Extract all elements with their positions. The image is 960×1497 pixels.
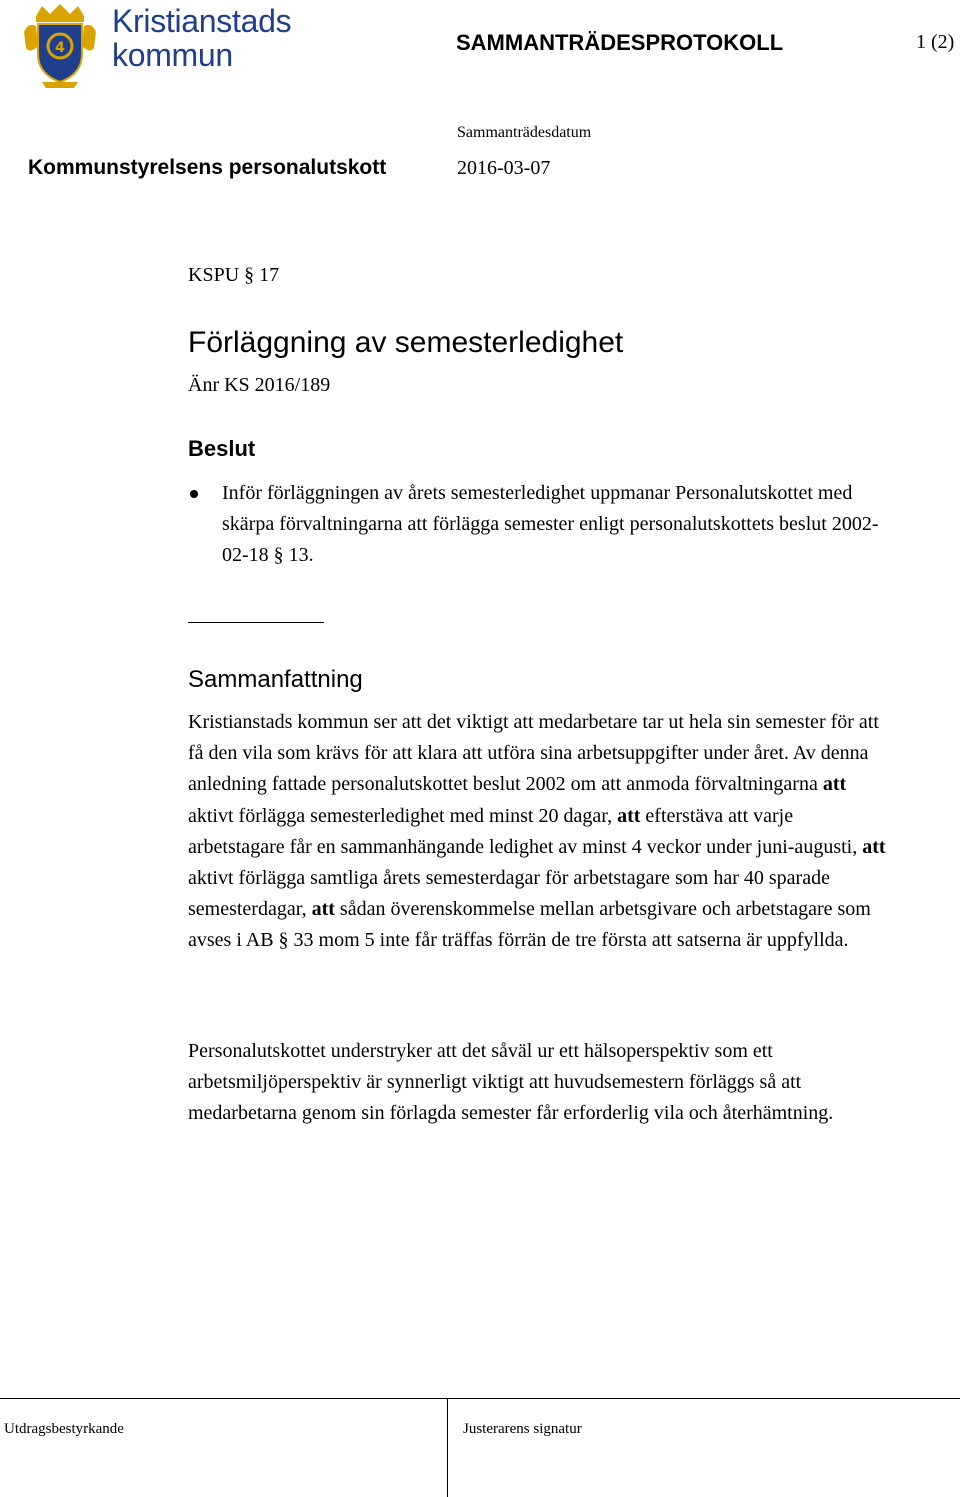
footer-column-separator (447, 1398, 448, 1497)
footer-signature-label: Justerarens signatur (463, 1421, 582, 1437)
footer-divider (0, 1398, 960, 1399)
summary-text: efterstäva att varje arbetstagare får en sammanhängande ledighet av minst 4 veckor under juni-augusti, (188, 804, 863, 858)
page-number: 1 (2) (916, 31, 955, 53)
paragraph-reference: KSPU § 17 (188, 264, 280, 286)
committee-name: Kommunstyrelsens personalutskott (28, 156, 387, 179)
summary-text: aktivt förlägga samtliga årets semesterdagar för arbetstagare som har 40 sparade semesterdagar, (188, 867, 830, 921)
summary-paragraph-1 (188, 707, 888, 957)
organization-name-line2: kommun (112, 37, 233, 73)
decision-bullet-text: Inför förläggningen av årets semesterledighet uppmanar Personalutskottet med skärpa förvaltningarna att förlägga semester enligt personalutskottets beslut 2002-02-18 § 13. (222, 482, 879, 566)
section-divider (188, 622, 324, 623)
bullet-icon (190, 490, 198, 498)
document-type: SAMMANTRÄDESPROTOKOLL (456, 30, 784, 55)
svg-text:4: 4 (55, 40, 65, 56)
summary-text: aktivt förlägga semesterledighet med minst 20 dagar, (188, 804, 618, 827)
crowned-coat-of-arms-icon (22, 2, 98, 88)
summary-text: Kristianstads kommun ser att det viktigt att medarbetare tar ut hela sin semester för att få den vila som krävs för att klara att utföra sina arbetsuppgifter under året. Av denna anledning fattade personalutskottet beslut 2002 om att anmoda förvaltningarna (188, 711, 879, 796)
emphasis-att: att (617, 804, 641, 827)
summary-text: sådan överenskommelse mellan arbetsgivare och arbetstagare som avses i AB § 33 mom 5 inte får träffas förrän de tre första att satserna är uppfyllda. (188, 898, 871, 952)
emphasis-att: att (822, 773, 847, 796)
page-title: Förläggning av semesterledighet (188, 326, 624, 359)
emphasis-att: att (311, 898, 335, 921)
decision-heading: Beslut (188, 436, 256, 461)
emphasis-att: att (862, 835, 886, 858)
summary-heading: Sammanfattning (188, 666, 363, 693)
summary-paragraph-2: Personalutskottet understryker att det såväl ur ett hälsoperspektiv som ett arbetsmiljöperspektiv är synnerligt viktigt att huvudsemestern förläggs så att medarbetarna genom sin förlagda semester får erforderlig vila och återhämtning. (188, 1040, 834, 1124)
case-number: Änr KS 2016/189 (188, 374, 331, 396)
organization-name-line1: Kristianstads (112, 3, 292, 39)
organization-name (112, 4, 291, 72)
meeting-date-label: Sammanträdesdatum (457, 124, 592, 141)
footer-certification-label: Utdragsbestyrkande (4, 1421, 124, 1437)
meeting-date: 2016-03-07 (457, 157, 551, 179)
